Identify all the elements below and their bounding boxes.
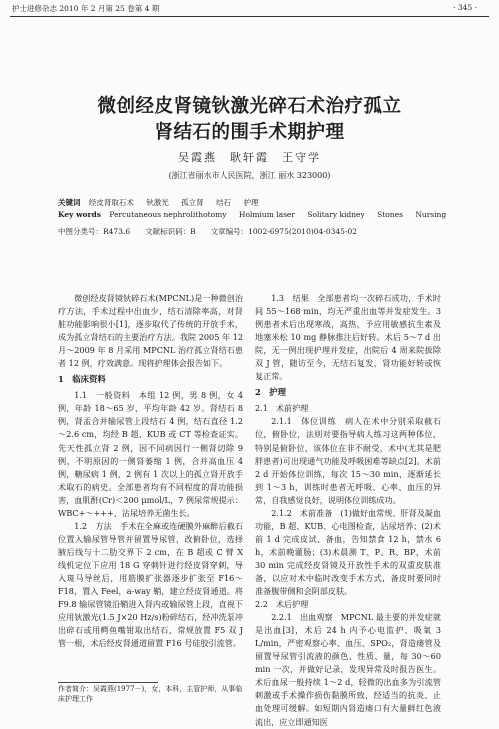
paragraph-preop-preparation: 2.1.2 术前准备 (1)做好血常规、肝肾及凝血功能，B 超、KUB、心电图检查，沾尿培养；(2)术前 1 d 完成皮试、备血，告知禁食 12 h，禁水 6 h，术前晚灌肠；(3)术晨测 T、P、R、BP，术前 30 min 完成经皮肾镜及开放性手术的双重皮肤准备，以应对术中临时改变手术方式，备皮时要同时准备腹带侧和会阴部皮肤。 xyxy=(255,507,441,597)
left-column xyxy=(58,292,243,650)
page-number: · 345 · xyxy=(453,3,477,12)
keywords-cn-label: 关键词 xyxy=(58,198,81,207)
running-header xyxy=(12,2,487,14)
paragraph-general-data: 1.1 一般资料 本组 12 例，男 8 例，女 4 例，年龄 18～65 岁，平均年龄 42 岁。肾结石 8 例，肾盂合并输尿管上段结石 4 例，结石直径 1.2～2.6 cm，均经 B 超、KUB 或 CT 等检查证实。先天性孤立肾 2 例，因不同病因行一侧肾切除 9 例，不明原因的一侧肾萎缩 1 例，合并高血压 4 例，糖尿病 1 例，2 例有 1 次以上的孤立肾开放手术取石的病史。全部患者均有不同程度的肾功能损害，血肌酐(Cr)＜200 μmol/L，7 例尿常规提示：WBC+～+++，沾尿培养无菌生长。 xyxy=(58,390,243,518)
journal-citation: 护士进修杂志 2010 年 2 月第 25 卷第 4 期 xyxy=(12,4,160,13)
keyword-cn: 护理 xyxy=(243,198,259,207)
paragraph-bleeding-observation: 2.2.1 出血观察 MPCNL 最主要的并发症就是出血[3]，术后 24 h 内予心电监护、吸氧 3 L/min，严密观察心率、血压、SPO₂，肾造瘘管及留置导尿管引流液的颜色、性质、量，每 30～60 min 一次，并做好记录，发现异常及时报告医生。术后血尿一般持续 1～2 d，轻微的出血多为引流管刺激或手术操作损伤黏膜所致，经适当的抗炎、止血处理可缓解。如短期内肾造瘘口有大量鲜红色液流出，应立即通知医 xyxy=(255,612,441,727)
article-title-line-2: 肾结石的围手术期护理 xyxy=(154,122,345,143)
keyword-en: Percutaneous nephrolithotomy xyxy=(109,210,227,219)
keywords-chinese xyxy=(58,197,268,208)
paragraph-position-training: 2.1.1 体位训练 病人在术中分别采取截石位，俯卧位，法则对要指导病人练习这两种体位，特别是俯卧位，该体位在非不耐受，术中(尤其是肥胖患者)可出现通气功能及呼吸困难等缺点[2]。术前 2 d 开始体位训练，每次 15～30 min，逐渐延长到 1～3 h，训练时患者无呼吸、心率、血压的异常，自我感觉良好，说明体位训练成功。 xyxy=(255,416,441,505)
keyword-en: Solitary kidney xyxy=(307,210,365,219)
header-rule xyxy=(10,16,489,17)
footnote-rule xyxy=(58,682,158,683)
keyword-en: Stones xyxy=(377,210,403,219)
keyword-en: Nursing xyxy=(415,210,447,219)
keywords-english xyxy=(58,210,456,219)
affiliation: (浙江省丽水市人民医院，浙江 丽水 323000) xyxy=(168,171,331,180)
keyword-en: Holmium laser xyxy=(238,210,295,219)
keyword-cn: 钬激光 xyxy=(146,198,169,207)
section-heading-nursing: 2 护理 xyxy=(255,387,286,398)
classification-info: 中图分类号：R473.6 文献标识码：B 文章编号：1002-6975(2010)04-0345-02 xyxy=(58,227,358,236)
keyword-cn: 结石 xyxy=(216,198,232,207)
author-footnote: 作者简介：吴霞燕(1977－)，女，本科，主管护师，从事临床护理工作 xyxy=(58,685,243,703)
authors: 吴霞燕 耿轩霞 王守学 xyxy=(178,151,321,164)
intro-paragraph: 微创经皮肾镜钬碎石术(MPCNL)是一种微创治疗方法，手术过程中出血少，结石清除率高，对肾脏功能影响很小[1]，逐步取代了传统的开放手术，成为孤立肾结石的主要治疗方法。我院 2005 年 12 月～2009 年 8 月采用 MPCNL 治疗孤立肾结石患者 12 例，疗效满意。现将护理体会报告如下。 xyxy=(58,293,243,369)
subsection-heading-postop: 2.2 术后护理 xyxy=(255,599,309,610)
article-title-line-1: 微创经皮肾镜钬激光碎石术治疗孤立 xyxy=(97,96,402,117)
paragraph-results: 1.3 结果 全部患者均一次碎石成功，手术时间 55～168 min，均无严重出血等并发症发生。3 例患者术后出现寒战，高热，予应用敏感抗生素及地塞米松 10 mg 静脉推注后好转。术后 5～7 d 出院，无一例出现护理并发症，出院后 4 周来院拔除双 J 管，随访至今，无结石复发，肾功能好转或恢复正常。 xyxy=(255,293,441,382)
section-heading-clinical: 1 临床资料 xyxy=(58,374,106,385)
subsection-heading-preop: 2.1 术前护理 xyxy=(255,403,309,414)
paragraph-method: 1.2 方法 手术在全麻或连硬膜外麻醉后截石位置入输尿管导管并留置导尿管，改俯卧位，选择腋后线与十二肋交界下 2 cm，在 B 超或 C 臂 X 线机定位下应用 18 G 穿刺针进行经皮肾穿刺，导入斑马导丝后，用筋膜扩张器逐步扩张至 F16～F18，置入 Feel，a-way 鞘，建立经皮肾通道。将 F9.8 输尿管镜沿鞘进入肾内或输尿管上段，直视下应用钬激光(1.5 J×20 Hz/s)粉碎结石，经冲洗泵冲出碎石或用鳄鱼嘴钳取出结石，常规放置 F5 双 J 管一根，术后经皮肾通道留置 F16 号硅胶引流管。 xyxy=(58,520,243,649)
keyword-cn: 孤立肾 xyxy=(181,198,204,207)
keywords-en-label: Key words xyxy=(58,210,101,219)
right-column xyxy=(255,292,441,729)
keyword-cn: 经皮肾取石术 xyxy=(88,198,134,207)
